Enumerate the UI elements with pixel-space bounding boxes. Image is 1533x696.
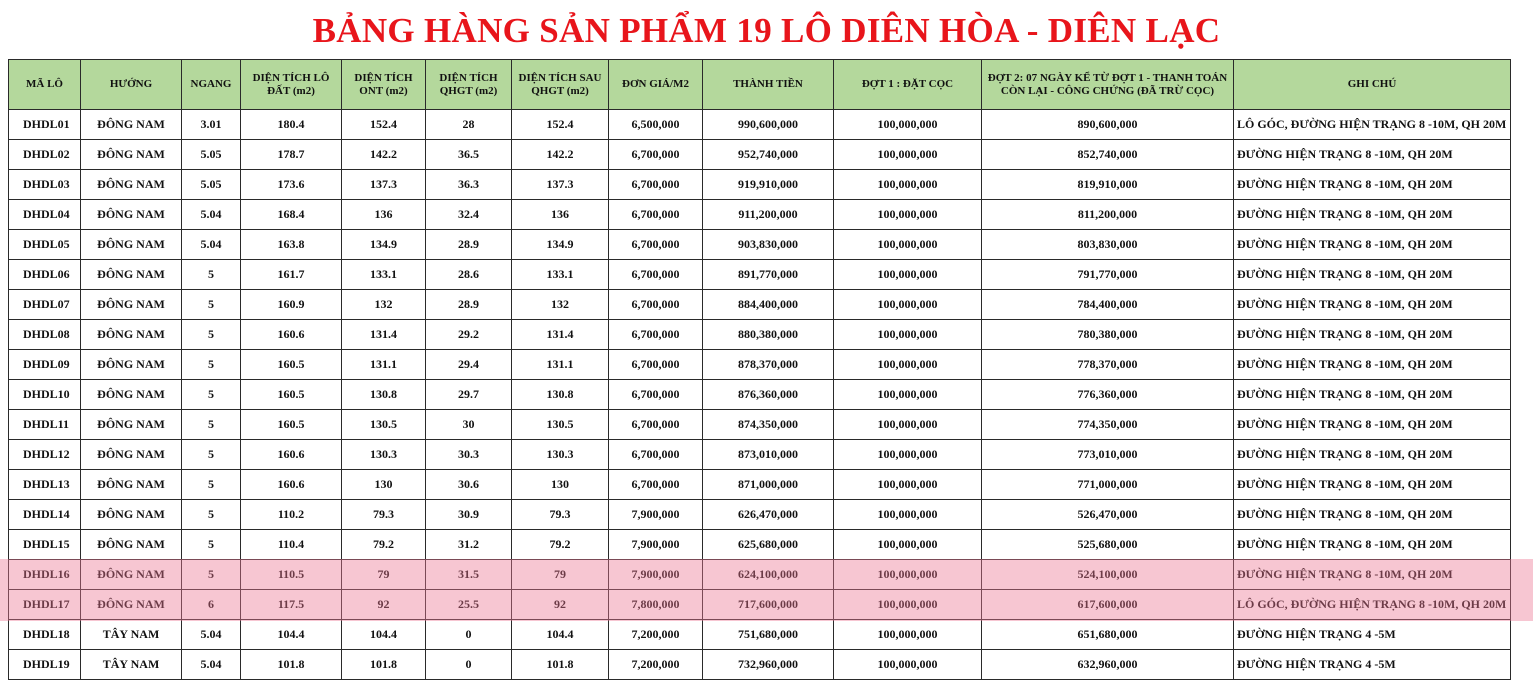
cell-ma-lo: DHDL13 <box>9 470 81 500</box>
cell-dien-tich-lo-dat: 160.5 <box>241 380 342 410</box>
cell-ghi-chu: ĐƯỜNG HIỆN TRẠNG 8 -10M, QH 20M <box>1234 560 1511 590</box>
cell-thanh-tien: 717,600,000 <box>703 590 834 620</box>
cell-dot-1: 100,000,000 <box>834 470 982 500</box>
cell-dot-2: 773,010,000 <box>982 440 1234 470</box>
header-don-gia: ĐƠN GIÁ/M2 <box>609 60 703 110</box>
cell-ghi-chu: ĐƯỜNG HIỆN TRẠNG 8 -10M, QH 20M <box>1234 380 1511 410</box>
cell-dien-tich-sau-qhgt: 131.4 <box>512 320 609 350</box>
cell-dien-tich-ont: 137.3 <box>342 170 426 200</box>
cell-dien-tich-lo-dat: 160.6 <box>241 470 342 500</box>
cell-dot-1: 100,000,000 <box>834 410 982 440</box>
cell-huong: ĐÔNG NAM <box>81 170 182 200</box>
cell-ghi-chu: ĐƯỜNG HIỆN TRẠNG 4 -5M <box>1234 650 1511 680</box>
table-row <box>9 440 1511 470</box>
cell-dien-tich-lo-dat: 160.6 <box>241 320 342 350</box>
cell-thanh-tien: 732,960,000 <box>703 650 834 680</box>
cell-huong: ĐÔNG NAM <box>81 380 182 410</box>
header-thanh-tien: THÀNH TIỀN <box>703 60 834 110</box>
cell-ngang: 5 <box>182 500 241 530</box>
cell-dien-tich-lo-dat: 101.8 <box>241 650 342 680</box>
cell-dien-tich-sau-qhgt: 79 <box>512 560 609 590</box>
cell-thanh-tien: 911,200,000 <box>703 200 834 230</box>
cell-huong: ĐÔNG NAM <box>81 470 182 500</box>
cell-dien-tich-lo-dat: 163.8 <box>241 230 342 260</box>
cell-dien-tich-sau-qhgt: 130.8 <box>512 380 609 410</box>
cell-dien-tich-ont: 101.8 <box>342 650 426 680</box>
cell-dot-2: 811,200,000 <box>982 200 1234 230</box>
cell-dien-tich-lo-dat: 178.7 <box>241 140 342 170</box>
cell-ma-lo: DHDL03 <box>9 170 81 200</box>
cell-thanh-tien: 952,740,000 <box>703 140 834 170</box>
cell-dien-tich-qhgt: 32.4 <box>426 200 512 230</box>
product-table <box>8 59 1511 680</box>
cell-don-gia: 6,700,000 <box>609 350 703 380</box>
cell-dot-1: 100,000,000 <box>834 650 982 680</box>
cell-dien-tich-sau-qhgt: 101.8 <box>512 650 609 680</box>
cell-dien-tich-sau-qhgt: 132 <box>512 290 609 320</box>
cell-ma-lo: DHDL10 <box>9 380 81 410</box>
cell-ngang: 5.05 <box>182 140 241 170</box>
cell-ma-lo: DHDL16 <box>9 560 81 590</box>
table-row <box>9 500 1511 530</box>
cell-dien-tich-sau-qhgt: 142.2 <box>512 140 609 170</box>
header-dien-tich-qhgt: DIỆN TÍCH QHGT (m2) <box>426 60 512 110</box>
cell-dot-1: 100,000,000 <box>834 500 982 530</box>
cell-ngang: 5 <box>182 530 241 560</box>
cell-huong: TÂY NAM <box>81 620 182 650</box>
cell-dien-tich-qhgt: 29.2 <box>426 320 512 350</box>
cell-dot-2: 784,400,000 <box>982 290 1234 320</box>
cell-dien-tich-sau-qhgt: 130 <box>512 470 609 500</box>
cell-dien-tich-lo-dat: 180.4 <box>241 110 342 140</box>
cell-ngang: 5 <box>182 380 241 410</box>
cell-huong: TÂY NAM <box>81 650 182 680</box>
header-ngang: NGANG <box>182 60 241 110</box>
cell-ma-lo: DHDL11 <box>9 410 81 440</box>
cell-dien-tich-ont: 130.3 <box>342 440 426 470</box>
cell-ghi-chu: LÔ GÓC, ĐƯỜNG HIỆN TRẠNG 8 -10M, QH 20M <box>1234 110 1511 140</box>
cell-dot-1: 100,000,000 <box>834 350 982 380</box>
cell-thanh-tien: 884,400,000 <box>703 290 834 320</box>
cell-dien-tich-ont: 79.3 <box>342 500 426 530</box>
cell-dien-tich-sau-qhgt: 130.5 <box>512 410 609 440</box>
cell-ma-lo: DHDL04 <box>9 200 81 230</box>
cell-ghi-chu: ĐƯỜNG HIỆN TRẠNG 8 -10M, QH 20M <box>1234 260 1511 290</box>
cell-dien-tich-sau-qhgt: 131.1 <box>512 350 609 380</box>
cell-dien-tich-qhgt: 30.6 <box>426 470 512 500</box>
cell-ngang: 5 <box>182 290 241 320</box>
cell-ngang: 5 <box>182 350 241 380</box>
table-row <box>9 530 1511 560</box>
cell-don-gia: 7,900,000 <box>609 530 703 560</box>
header-ghi-chu: GHI CHÚ <box>1234 60 1511 110</box>
cell-dot-2: 526,470,000 <box>982 500 1234 530</box>
cell-dien-tich-sau-qhgt: 92 <box>512 590 609 620</box>
cell-dien-tich-qhgt: 30.3 <box>426 440 512 470</box>
cell-don-gia: 6,700,000 <box>609 290 703 320</box>
table-row <box>9 320 1511 350</box>
table-row <box>9 650 1511 680</box>
cell-dien-tich-lo-dat: 110.4 <box>241 530 342 560</box>
header-dien-tich-lo-dat: DIỆN TÍCH LÔ ĐẤT (m2) <box>241 60 342 110</box>
cell-dot-1: 100,000,000 <box>834 530 982 560</box>
cell-ngang: 5 <box>182 560 241 590</box>
cell-dot-2: 852,740,000 <box>982 140 1234 170</box>
cell-huong: ĐÔNG NAM <box>81 500 182 530</box>
cell-huong: ĐÔNG NAM <box>81 410 182 440</box>
cell-don-gia: 6,700,000 <box>609 320 703 350</box>
cell-dien-tich-ont: 104.4 <box>342 620 426 650</box>
cell-ma-lo: DHDL18 <box>9 620 81 650</box>
cell-dot-2: 791,770,000 <box>982 260 1234 290</box>
cell-dien-tich-ont: 92 <box>342 590 426 620</box>
cell-dot-1: 100,000,000 <box>834 290 982 320</box>
cell-dien-tich-sau-qhgt: 133.1 <box>512 260 609 290</box>
cell-thanh-tien: 751,680,000 <box>703 620 834 650</box>
cell-huong: ĐÔNG NAM <box>81 260 182 290</box>
cell-ngang: 5.04 <box>182 200 241 230</box>
cell-thanh-tien: 874,350,000 <box>703 410 834 440</box>
cell-ngang: 5 <box>182 440 241 470</box>
cell-thanh-tien: 880,380,000 <box>703 320 834 350</box>
cell-dien-tich-lo-dat: 104.4 <box>241 620 342 650</box>
cell-thanh-tien: 990,600,000 <box>703 110 834 140</box>
cell-ngang: 5 <box>182 470 241 500</box>
cell-thanh-tien: 624,100,000 <box>703 560 834 590</box>
cell-don-gia: 6,700,000 <box>609 170 703 200</box>
table-row <box>9 410 1511 440</box>
cell-dien-tich-ont: 131.1 <box>342 350 426 380</box>
cell-dien-tich-qhgt: 31.2 <box>426 530 512 560</box>
cell-ngang: 5.04 <box>182 620 241 650</box>
cell-ma-lo: DHDL17 <box>9 590 81 620</box>
cell-dien-tich-lo-dat: 160.5 <box>241 410 342 440</box>
cell-ma-lo: DHDL01 <box>9 110 81 140</box>
cell-dien-tich-lo-dat: 110.2 <box>241 500 342 530</box>
cell-dien-tich-ont: 130.8 <box>342 380 426 410</box>
cell-ghi-chu: ĐƯỜNG HIỆN TRẠNG 8 -10M, QH 20M <box>1234 470 1511 500</box>
cell-huong: ĐÔNG NAM <box>81 110 182 140</box>
cell-thanh-tien: 871,000,000 <box>703 470 834 500</box>
cell-ghi-chu: LÔ GÓC, ĐƯỜNG HIỆN TRẠNG 8 -10M, QH 20M <box>1234 590 1511 620</box>
cell-dien-tich-sau-qhgt: 152.4 <box>512 110 609 140</box>
cell-ghi-chu: ĐƯỜNG HIỆN TRẠNG 8 -10M, QH 20M <box>1234 440 1511 470</box>
cell-dot-1: 100,000,000 <box>834 590 982 620</box>
cell-dien-tich-qhgt: 30.9 <box>426 500 512 530</box>
cell-dien-tich-sau-qhgt: 79.3 <box>512 500 609 530</box>
header-dot-1: ĐỢT 1 : ĐẶT CỌC <box>834 60 982 110</box>
cell-dien-tich-qhgt: 25.5 <box>426 590 512 620</box>
cell-don-gia: 6,700,000 <box>609 140 703 170</box>
cell-dot-2: 776,360,000 <box>982 380 1234 410</box>
cell-don-gia: 7,900,000 <box>609 500 703 530</box>
cell-ngang: 5.05 <box>182 170 241 200</box>
cell-huong: ĐÔNG NAM <box>81 230 182 260</box>
cell-dien-tich-ont: 130 <box>342 470 426 500</box>
cell-huong: ĐÔNG NAM <box>81 530 182 560</box>
cell-ghi-chu: ĐƯỜNG HIỆN TRẠNG 8 -10M, QH 20M <box>1234 320 1511 350</box>
cell-dien-tich-lo-dat: 173.6 <box>241 170 342 200</box>
cell-dot-1: 100,000,000 <box>834 620 982 650</box>
cell-thanh-tien: 876,360,000 <box>703 380 834 410</box>
cell-ma-lo: DHDL09 <box>9 350 81 380</box>
table-row <box>9 380 1511 410</box>
cell-dien-tich-qhgt: 28 <box>426 110 512 140</box>
cell-huong: ĐÔNG NAM <box>81 200 182 230</box>
cell-dot-2: 771,000,000 <box>982 470 1234 500</box>
cell-thanh-tien: 919,910,000 <box>703 170 834 200</box>
cell-dien-tich-lo-dat: 160.6 <box>241 440 342 470</box>
cell-dien-tich-qhgt: 28.9 <box>426 290 512 320</box>
cell-dien-tich-ont: 136 <box>342 200 426 230</box>
cell-ma-lo: DHDL14 <box>9 500 81 530</box>
cell-dot-2: 632,960,000 <box>982 650 1234 680</box>
cell-huong: ĐÔNG NAM <box>81 350 182 380</box>
cell-dien-tich-qhgt: 0 <box>426 650 512 680</box>
cell-ghi-chu: ĐƯỜNG HIỆN TRẠNG 8 -10M, QH 20M <box>1234 140 1511 170</box>
cell-huong: ĐÔNG NAM <box>81 590 182 620</box>
cell-ma-lo: DHDL15 <box>9 530 81 560</box>
cell-don-gia: 6,700,000 <box>609 260 703 290</box>
cell-thanh-tien: 891,770,000 <box>703 260 834 290</box>
cell-dien-tich-qhgt: 29.4 <box>426 350 512 380</box>
cell-dien-tich-ont: 152.4 <box>342 110 426 140</box>
cell-ghi-chu: ĐƯỜNG HIỆN TRẠNG 8 -10M, QH 20M <box>1234 350 1511 380</box>
cell-dien-tich-qhgt: 31.5 <box>426 560 512 590</box>
cell-ghi-chu: ĐƯỜNG HIỆN TRẠNG 8 -10M, QH 20M <box>1234 290 1511 320</box>
cell-ghi-chu: ĐƯỜNG HIỆN TRẠNG 8 -10M, QH 20M <box>1234 230 1511 260</box>
table-row <box>9 470 1511 500</box>
cell-dot-2: 774,350,000 <box>982 410 1234 440</box>
cell-dot-1: 100,000,000 <box>834 170 982 200</box>
cell-ma-lo: DHDL05 <box>9 230 81 260</box>
cell-dien-tich-lo-dat: 160.5 <box>241 350 342 380</box>
cell-dot-1: 100,000,000 <box>834 140 982 170</box>
cell-don-gia: 6,700,000 <box>609 410 703 440</box>
cell-ghi-chu: ĐƯỜNG HIỆN TRẠNG 4 -5M <box>1234 620 1511 650</box>
header-ma-lo: MÃ LÔ <box>9 60 81 110</box>
table-row <box>9 290 1511 320</box>
cell-thanh-tien: 903,830,000 <box>703 230 834 260</box>
cell-huong: ĐÔNG NAM <box>81 320 182 350</box>
cell-don-gia: 6,700,000 <box>609 380 703 410</box>
cell-dien-tich-qhgt: 30 <box>426 410 512 440</box>
table-row <box>9 560 1511 590</box>
cell-don-gia: 7,200,000 <box>609 650 703 680</box>
cell-dien-tich-ont: 132 <box>342 290 426 320</box>
table-row <box>9 260 1511 290</box>
cell-don-gia: 6,500,000 <box>609 110 703 140</box>
cell-huong: ĐÔNG NAM <box>81 140 182 170</box>
cell-ghi-chu: ĐƯỜNG HIỆN TRẠNG 8 -10M, QH 20M <box>1234 200 1511 230</box>
cell-ma-lo: DHDL07 <box>9 290 81 320</box>
cell-huong: ĐÔNG NAM <box>81 560 182 590</box>
header-huong: HƯỚNG <box>81 60 182 110</box>
header-dot-2: ĐỢT 2: 07 NGÀY KỂ TỪ ĐỢT 1 - THANH TOÁN CÒN LẠI - CÔNG CHỨNG (ĐÃ TRỪ CỌC) <box>982 60 1234 110</box>
cell-don-gia: 6,700,000 <box>609 230 703 260</box>
cell-thanh-tien: 873,010,000 <box>703 440 834 470</box>
cell-dien-tich-ont: 142.2 <box>342 140 426 170</box>
cell-dien-tich-sau-qhgt: 134.9 <box>512 230 609 260</box>
cell-thanh-tien: 878,370,000 <box>703 350 834 380</box>
table-row <box>9 230 1511 260</box>
cell-ghi-chu: ĐƯỜNG HIỆN TRẠNG 8 -10M, QH 20M <box>1234 410 1511 440</box>
cell-dien-tich-qhgt: 0 <box>426 620 512 650</box>
cell-dien-tich-sau-qhgt: 130.3 <box>512 440 609 470</box>
cell-thanh-tien: 626,470,000 <box>703 500 834 530</box>
table-row <box>9 350 1511 380</box>
cell-dot-2: 524,100,000 <box>982 560 1234 590</box>
cell-dot-1: 100,000,000 <box>834 260 982 290</box>
cell-dot-1: 100,000,000 <box>834 200 982 230</box>
cell-ma-lo: DHDL02 <box>9 140 81 170</box>
cell-dot-2: 819,910,000 <box>982 170 1234 200</box>
cell-ghi-chu: ĐƯỜNG HIỆN TRẠNG 8 -10M, QH 20M <box>1234 500 1511 530</box>
cell-don-gia: 7,200,000 <box>609 620 703 650</box>
table-header-row <box>9 60 1511 110</box>
cell-dot-1: 100,000,000 <box>834 440 982 470</box>
cell-ma-lo: DHDL19 <box>9 650 81 680</box>
cell-dien-tich-qhgt: 29.7 <box>426 380 512 410</box>
cell-dien-tich-lo-dat: 168.4 <box>241 200 342 230</box>
cell-dien-tich-ont: 134.9 <box>342 230 426 260</box>
cell-dien-tich-qhgt: 28.6 <box>426 260 512 290</box>
cell-dien-tich-ont: 79 <box>342 560 426 590</box>
cell-dien-tich-lo-dat: 117.5 <box>241 590 342 620</box>
cell-dien-tich-qhgt: 36.5 <box>426 140 512 170</box>
table-row <box>9 200 1511 230</box>
cell-don-gia: 7,900,000 <box>609 560 703 590</box>
cell-dien-tich-sau-qhgt: 104.4 <box>512 620 609 650</box>
cell-dien-tich-lo-dat: 160.9 <box>241 290 342 320</box>
table-row <box>9 110 1511 140</box>
header-dien-tich-sau-qhgt: DIỆN TÍCH SAU QHGT (m2) <box>512 60 609 110</box>
cell-dot-2: 890,600,000 <box>982 110 1234 140</box>
cell-don-gia: 6,700,000 <box>609 440 703 470</box>
cell-ngang: 3.01 <box>182 110 241 140</box>
cell-dot-2: 651,680,000 <box>982 620 1234 650</box>
cell-thanh-tien: 625,680,000 <box>703 530 834 560</box>
cell-ngang: 5.04 <box>182 230 241 260</box>
cell-ghi-chu: ĐƯỜNG HIỆN TRẠNG 8 -10M, QH 20M <box>1234 530 1511 560</box>
cell-ngang: 5.04 <box>182 650 241 680</box>
cell-ma-lo: DHDL08 <box>9 320 81 350</box>
cell-dot-1: 100,000,000 <box>834 560 982 590</box>
cell-dien-tich-qhgt: 36.3 <box>426 170 512 200</box>
cell-dot-2: 778,370,000 <box>982 350 1234 380</box>
table-row <box>9 620 1511 650</box>
cell-dot-2: 617,600,000 <box>982 590 1234 620</box>
header-dien-tich-ont: DIỆN TÍCH ONT (m2) <box>342 60 426 110</box>
cell-dien-tich-sau-qhgt: 136 <box>512 200 609 230</box>
cell-don-gia: 7,800,000 <box>609 590 703 620</box>
cell-dot-1: 100,000,000 <box>834 110 982 140</box>
cell-ngang: 6 <box>182 590 241 620</box>
table-row <box>9 170 1511 200</box>
table-row <box>9 140 1511 170</box>
cell-don-gia: 6,700,000 <box>609 470 703 500</box>
cell-dien-tich-lo-dat: 161.7 <box>241 260 342 290</box>
cell-dot-2: 525,680,000 <box>982 530 1234 560</box>
cell-dien-tich-qhgt: 28.9 <box>426 230 512 260</box>
cell-dien-tich-ont: 133.1 <box>342 260 426 290</box>
cell-ghi-chu: ĐƯỜNG HIỆN TRẠNG 8 -10M, QH 20M <box>1234 170 1511 200</box>
cell-huong: ĐÔNG NAM <box>81 440 182 470</box>
cell-dot-1: 100,000,000 <box>834 230 982 260</box>
cell-ngang: 5 <box>182 410 241 440</box>
cell-ma-lo: DHDL06 <box>9 260 81 290</box>
cell-dot-1: 100,000,000 <box>834 320 982 350</box>
cell-dien-tich-ont: 131.4 <box>342 320 426 350</box>
table-row <box>9 590 1511 620</box>
cell-dien-tich-sau-qhgt: 79.2 <box>512 530 609 560</box>
cell-dien-tich-lo-dat: 110.5 <box>241 560 342 590</box>
cell-ma-lo: DHDL12 <box>9 440 81 470</box>
cell-ngang: 5 <box>182 260 241 290</box>
page-title: BẢNG HÀNG SẢN PHẨM 19 LÔ DIÊN HÒA - DIÊN LẠC <box>312 11 1221 50</box>
cell-dot-2: 803,830,000 <box>982 230 1234 260</box>
cell-don-gia: 6,700,000 <box>609 200 703 230</box>
cell-dien-tich-ont: 130.5 <box>342 410 426 440</box>
cell-dot-1: 100,000,000 <box>834 380 982 410</box>
cell-dien-tich-sau-qhgt: 137.3 <box>512 170 609 200</box>
cell-dot-2: 780,380,000 <box>982 320 1234 350</box>
cell-dien-tich-ont: 79.2 <box>342 530 426 560</box>
cell-ngang: 5 <box>182 320 241 350</box>
cell-huong: ĐÔNG NAM <box>81 290 182 320</box>
